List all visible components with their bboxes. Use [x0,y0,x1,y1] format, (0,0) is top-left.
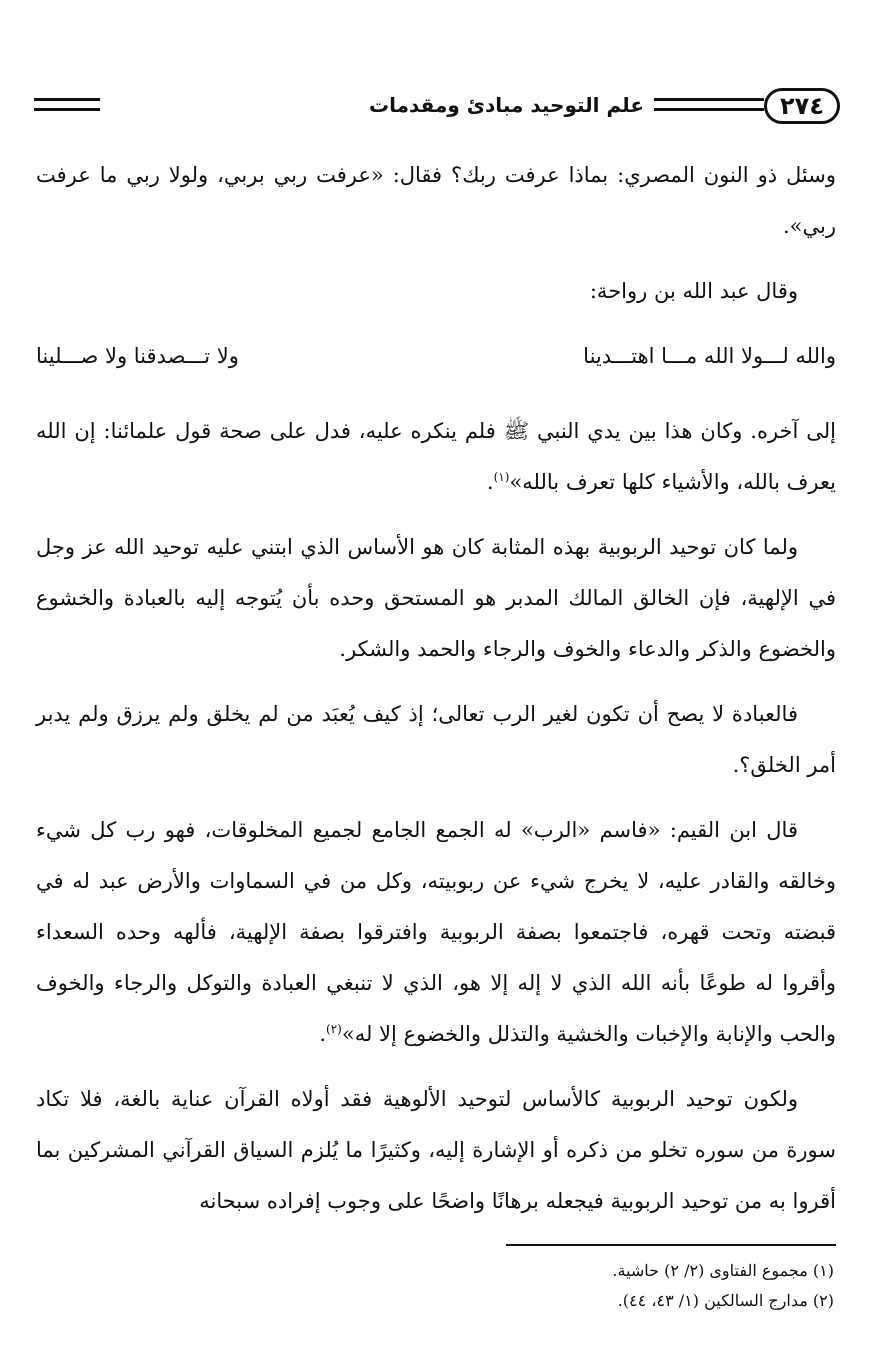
paragraph-2 [36,406,836,508]
verse-intro: وقال عبد الله بن رواحة: [589,279,798,303]
header-rule-right [654,98,764,111]
header-rule-left [34,98,100,111]
paragraph-5-end: . [319,1022,327,1046]
verse-first-hemistich: والله لـــولا الله مـــا اهتـــدينا [583,344,836,368]
footnote-2: (٢) مدارج السالكين (١/ ٤٣، ٤٤). [617,1291,834,1310]
footnote-separator [506,1244,836,1246]
poem-verse [36,331,836,382]
paragraph-5-text: قال ابن القيم: «فاسم «الرب» له الجمع الجامع لجميع المخلوقات، فهو رب كل شيء وخالقه والقادر عليه، لا يخرج شيء عن ربوبيته، وكل من في السماوات والأرض عبد له في قبضته وتحت قهره، فاجتمعوا بصفة الربوبية وافترقوا بصفة الإلهية، فألهه وحده السعداء وأقروا له طوعًا بأنه الله الذي لا إله إلا هو، الذي لا تنبغي العبادة والتوكل والرجاء والخوف والحب والإنابة والإخبات والخشية والتذلل والخضوع إلا له» [36,818,836,1046]
footnote-1: (١) مجموع الفتاوى (٢/ ٢) حاشية. [612,1261,834,1280]
paragraph-3: ولما كان توحيد الربوبية بهذه المثابة كان هو الأساس الذي ابتني عليه توحيد الله عز وجل في الإلهية، فإن الخالق المالك المدبر هو المستحق وحده بأن يُتوجه إليه بالعبادة والخشوع والخضوع والذكر والدعاء والخوف والرجاء والحمد والشكر. [36,535,836,661]
verse-second-hemistich: ولا تـــصدقنا ولا صـــلينا [36,344,239,368]
paragraph-6: ولكون توحيد الربوبية كالأساس لتوحيد الألوهية فقد أولاه القرآن عناية بالغة، فلا تكاد سورة من سوره تخلو من ذكره أو الإشارة إليه، وكثيرًا ما يُلزم السياق القرآني المشركين بما أقروا به من توحيد الربوبية فيجعله برهانًا واضحًا على وجوب إفراده سبحانه [36,1087,836,1213]
footnotes [36,1256,834,1316]
page-header [34,88,840,128]
running-title: علم التوحيد مبادئ ومقدمات [369,93,644,117]
paragraph-2-end: . [486,470,494,494]
paragraph-5 [36,805,836,1060]
footnote-ref-1[interactable]: (١) [493,470,510,484]
footnote-ref-2[interactable]: (٢) [326,1022,342,1036]
body-text [36,150,836,1241]
page-number: ٢٧٤ [764,88,840,124]
paragraph-4: فالعبادة لا يصح أن تكون لغير الرب تعالى؛ إذ كيف يُعبَد من لم يخلق ولم يرزق ولم يدبر أمر الخلق؟. [36,702,836,777]
paragraph-2-text: إلى آخره. وكان هذا بين يدي النبي ﷺ فلم ينكره عليه، فدل على صحة قول علمائنا: إن الله يعرف بالله، والأشياء كلها تعرف بالله» [36,419,836,494]
paragraph-1: وسئل ذو النون المصري: بماذا عرفت ربك؟ فقال: «عرفت ربي بربي، ولولا ربي ما عرفت ربي». [36,163,836,238]
